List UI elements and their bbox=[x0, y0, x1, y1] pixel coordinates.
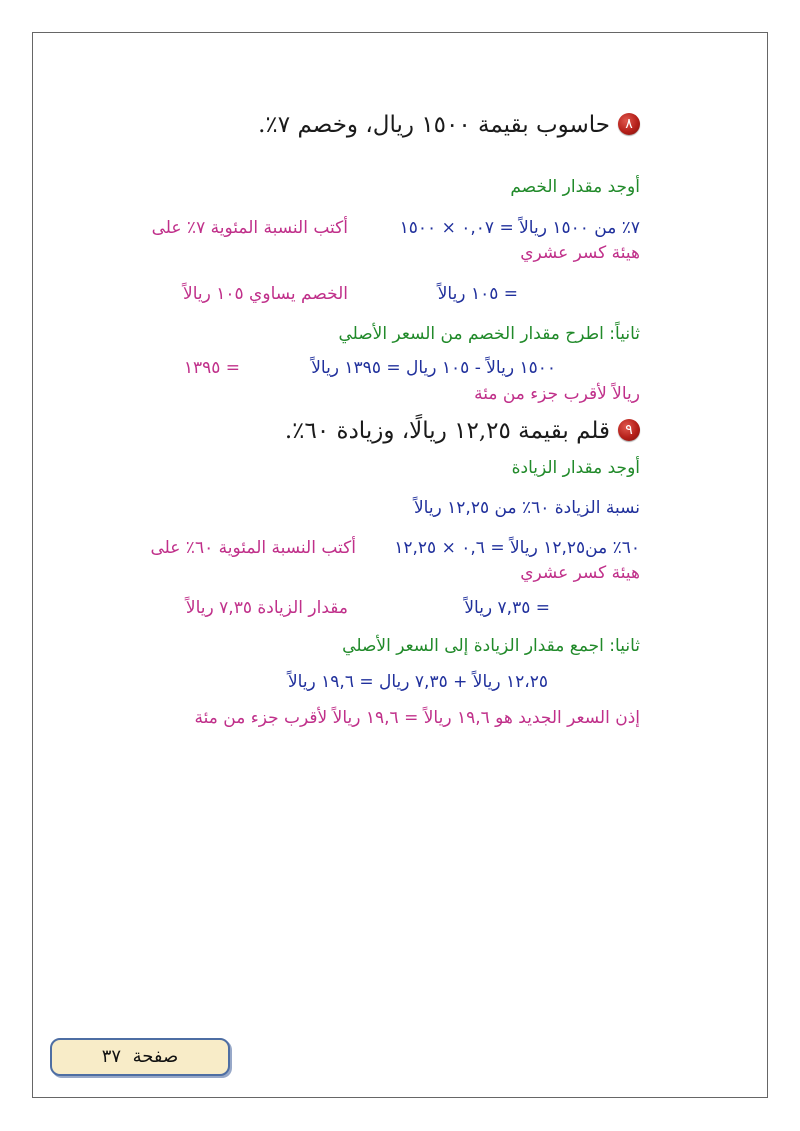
q8-line-b-calc: = ١٠٥ ريالاً bbox=[437, 284, 518, 304]
q8-heading bbox=[258, 112, 640, 138]
q9-step2-label: ثانيا: اجمع مقدار الزيادة إلى السعر الأصلي bbox=[342, 636, 640, 656]
q9-line-b-calc: ٦٠٪ من١٢,٢٥ ريالاً = ٠,٦ × ١٢,٢٥ bbox=[394, 538, 640, 558]
q9-line-a: نسبة الزيادة ٦٠٪ من ١٢,٢٥ ريالاً bbox=[413, 498, 640, 518]
page-frame bbox=[32, 32, 768, 1098]
q9-title: قلم بقيمة ١٢,٢٥ ريالًا، وزيادة ٦٠٪. bbox=[284, 418, 610, 444]
q9-number-badge: ٩ bbox=[618, 419, 640, 441]
q9-line-c-note: مقدار الزيادة ٧,٣٥ ريالاً bbox=[185, 598, 348, 618]
q8-number-badge: ٨ bbox=[618, 113, 640, 135]
q9-conclusion: إذن السعر الجديد هو ١٩,٦ ريالاً = ١٩,٦ ريالاً لأقرب جزء من مئة bbox=[194, 708, 640, 728]
q8-line-c-calc: ١٥٠٠ ريالاً - ١٠٥ ريال = ١٣٩٥ ريالاً bbox=[311, 358, 556, 378]
q8-line-a-calc: ٧٪ من ١٥٠٠ ريالاً = ٠,٠٧ × ١٥٠٠ bbox=[399, 218, 640, 238]
q8-line-a-note1: أكتب النسبة المئوية ٧٪ على bbox=[151, 218, 348, 238]
q9-line-c-calc: = ٧,٣٥ ريالاً bbox=[464, 598, 550, 618]
q9-line-b-note2: هيئة كسر عشري bbox=[520, 563, 640, 583]
q8-step1-label: أوجد مقدار الخصم bbox=[510, 177, 640, 197]
q8-line-c-note2: ريالاً لأقرب جزء من مئة bbox=[474, 384, 640, 404]
q8-line-c-note1: = ١٣٩٥ bbox=[183, 358, 240, 378]
q8-line-b-note: الخصم يساوي ١٠٥ ريالاً bbox=[183, 284, 348, 304]
page-label: صفحة bbox=[132, 1046, 179, 1067]
q8-title: حاسوب بقيمة ١٥٠٠ ريال، وخصم ٧٪. bbox=[258, 112, 610, 138]
q9-step1-label: أوجد مقدار الزيادة bbox=[511, 458, 640, 478]
q9-heading bbox=[285, 418, 640, 444]
page-number-box bbox=[50, 1038, 230, 1076]
page-number: ٣٧ bbox=[101, 1046, 122, 1067]
q9-line-d-calc: ١٢،٢٥ ريالاً + ٧,٣٥ ريال = ١٩,٦ ريالاً bbox=[287, 672, 548, 692]
q9-line-b-note1: أكتب النسبة المئوية ٦٠٪ على bbox=[150, 538, 356, 558]
q8-step2-label: ثانياً: اطرح مقدار الخصم من السعر الأصلي bbox=[338, 324, 640, 344]
q8-line-a-note2: هيئة كسر عشري bbox=[520, 243, 640, 263]
